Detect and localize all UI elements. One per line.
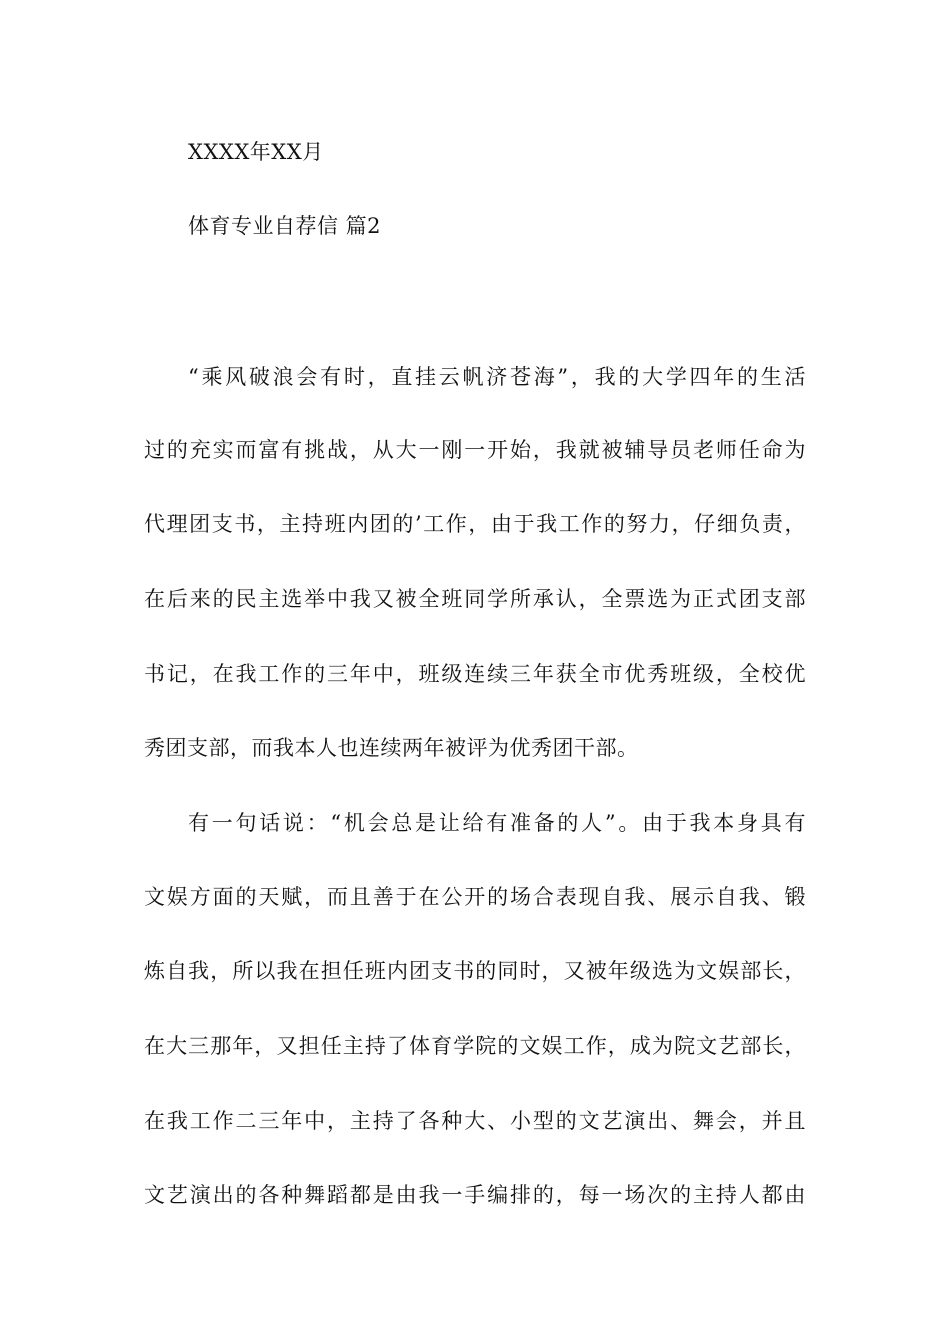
paragraph-line: 在大三那年，又担任主持了体育学院的文娱工作，成为院文艺部长， (144, 1034, 806, 1058)
paragraph-line: 在我工作二三年中，主持了各种大、小型的文艺演出、舞会，并且 (144, 1109, 806, 1133)
paragraph-line: 书记，在我工作的三年中，班级连续三年获全市优秀班级，全校优 (144, 662, 806, 686)
paragraph-line: 有一句话说：“机会总是让给有准备的人”。由于我本身具有 (188, 811, 806, 835)
letter-heading: 体育专业自荐信 篇2 (188, 214, 382, 238)
paragraph-line: 代理团支书，主持班内团的’工作，由于我工作的努力，仔细负责， (144, 512, 806, 536)
paragraph-line: 秀团支部，而我本人也连续两年被评为优秀团干部。 (144, 736, 639, 760)
paragraph-line: 炼自我，所以我在担任班内团支书的同时，又被年级选为文娱部长， (144, 959, 806, 983)
paragraph-line: 过的充实而富有挑战，从大一刚一开始，我就被辅导员老师任命为 (144, 438, 806, 462)
paragraph-line: “乘风破浪会有时，直挂云帆济苍海”，我的大学四年的生活 (188, 365, 806, 389)
date-line: XXXX年XX月 (188, 140, 324, 164)
paragraph-line: 文艺演出的各种舞蹈都是由我一手编排的，每一场次的主持人都由 (144, 1183, 806, 1207)
paragraph-line: 文娱方面的天赋，而且善于在公开的场合表现自我、展示自我、锻 (144, 885, 806, 909)
paragraph-line: 在后来的民主选举中我又被全班同学所承认，全票选为正式团支部 (144, 587, 806, 611)
